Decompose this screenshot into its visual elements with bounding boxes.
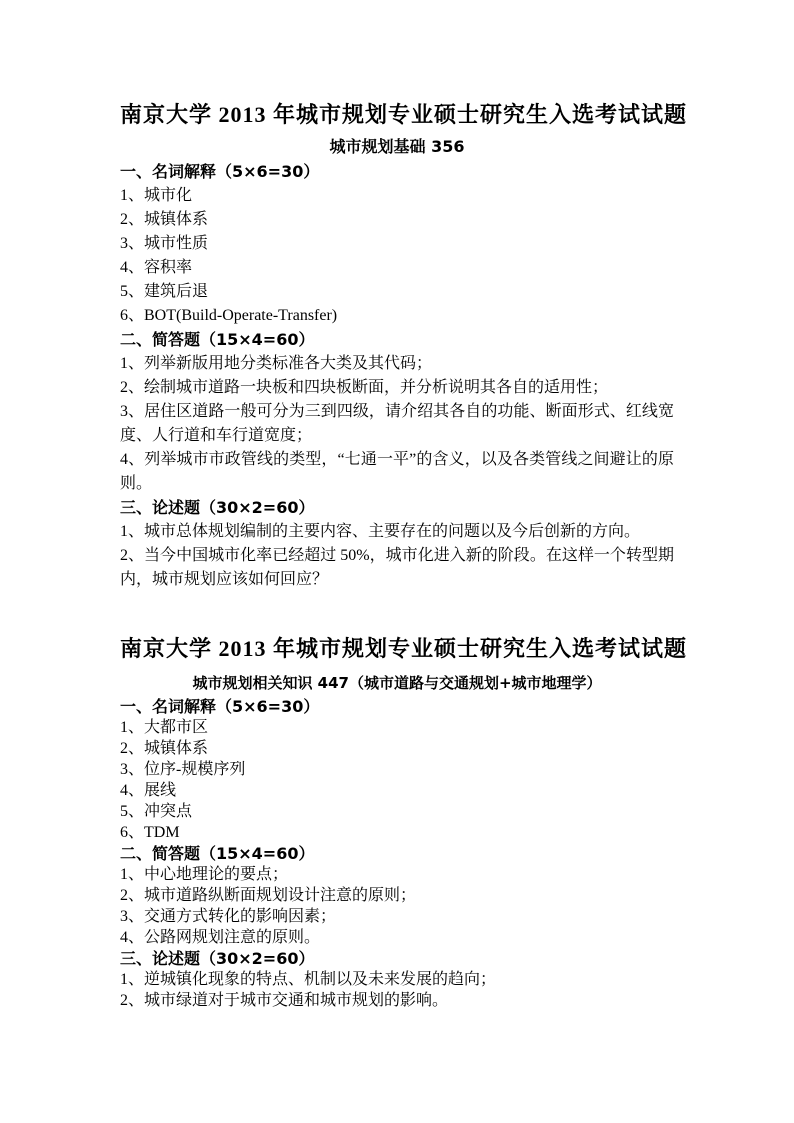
exam-item: 4、公路网规划注意的原则。 [120, 929, 321, 946]
exam-item: 4、列举城市市政管线的类型，“七通一平”的含义，以及各类管线之间避让的原则。 [120, 451, 674, 492]
exam2-subtitle: 城市规划相关知识 447（城市道路与交通规划+城市地理学） [192, 674, 602, 692]
exam-item: 6、TDM [120, 824, 180, 841]
exam1-section-essays [120, 496, 674, 592]
section-heading: 一、名词解释（5×6=30） [120, 162, 320, 181]
exam1-subtitle: 城市规划基础 356 [329, 137, 465, 156]
exam-item: 2、绘制城市道路一块板和四块板断面，并分析说明其各自的适用性； [120, 379, 609, 396]
exam-item: 5、建筑后退 [120, 283, 209, 300]
exam-item: 3、位序-规模序列 [120, 761, 246, 778]
exam2-section-short-answers [120, 843, 674, 948]
exam-item: 3、城市性质 [120, 235, 209, 252]
exam-item: 2、城镇体系 [120, 211, 209, 228]
exam-item: 2、城市道路纵断面规划设计注意的原则； [120, 887, 417, 904]
exam-item: 1、城市化 [120, 187, 193, 204]
exam-item: 3、交通方式转化的影响因素； [120, 908, 337, 925]
exam-item: 1、列举新版用地分类标准各大类及其代码； [120, 355, 433, 372]
exam2-title: 南京大学 2013 年城市规划专业硕士研究生入选考试试题 [120, 636, 688, 661]
exam-item: 1、中心地理论的要点； [120, 866, 289, 883]
section-heading: 一、名词解释（5×6=30） [120, 697, 320, 716]
exam2-body [120, 696, 674, 1011]
exam-item: 2、当今中国城市化率已经超过 50%，城市化进入新的阶段。在这样一个转型期内，城市规划应该如何回应？ [120, 547, 674, 588]
exam1-section-definitions [120, 160, 674, 328]
exam-item: 1、城市总体规划编制的主要内容、主要存在的问题以及今后创新的方向。 [120, 523, 641, 540]
exam2-section-definitions [120, 696, 674, 843]
exam-item: 4、容积率 [120, 259, 193, 276]
exam-paper-1 [120, 98, 688, 592]
exam-item: 5、冲突点 [120, 803, 193, 820]
exam-item: 4、展线 [120, 782, 177, 799]
exam-item: 3、居住区道路一般可分为三到四级，请介绍其各自的功能、断面形式、红线宽度、人行道和车行道宽度； [120, 403, 674, 444]
exam-paper-2 [120, 632, 688, 1011]
exam-item: 2、城镇体系 [120, 740, 209, 757]
exam-item: 1、大都市区 [120, 719, 209, 736]
exam1-section-short-answers [120, 328, 674, 496]
section-heading: 二、简答题（15×4=60） [120, 330, 315, 349]
exam2-section-essays [120, 948, 674, 1011]
section-heading: 三、论述题（30×2=60） [120, 498, 315, 517]
exam1-body [120, 160, 674, 592]
exam1-title: 南京大学 2013 年城市规划专业硕士研究生入选考试试题 [120, 102, 688, 127]
section-heading: 二、简答题（15×4=60） [120, 844, 315, 863]
exam-item: 6、BOT(Build-Operate-Transfer) [120, 307, 338, 324]
exam-item: 1、逆城镇化现象的特点、机制以及未来发展的趋向； [120, 971, 497, 988]
section-heading: 三、论述题（30×2=60） [120, 949, 315, 968]
exam-item: 2、城市绿道对于城市交通和城市规划的影响。 [120, 992, 449, 1009]
